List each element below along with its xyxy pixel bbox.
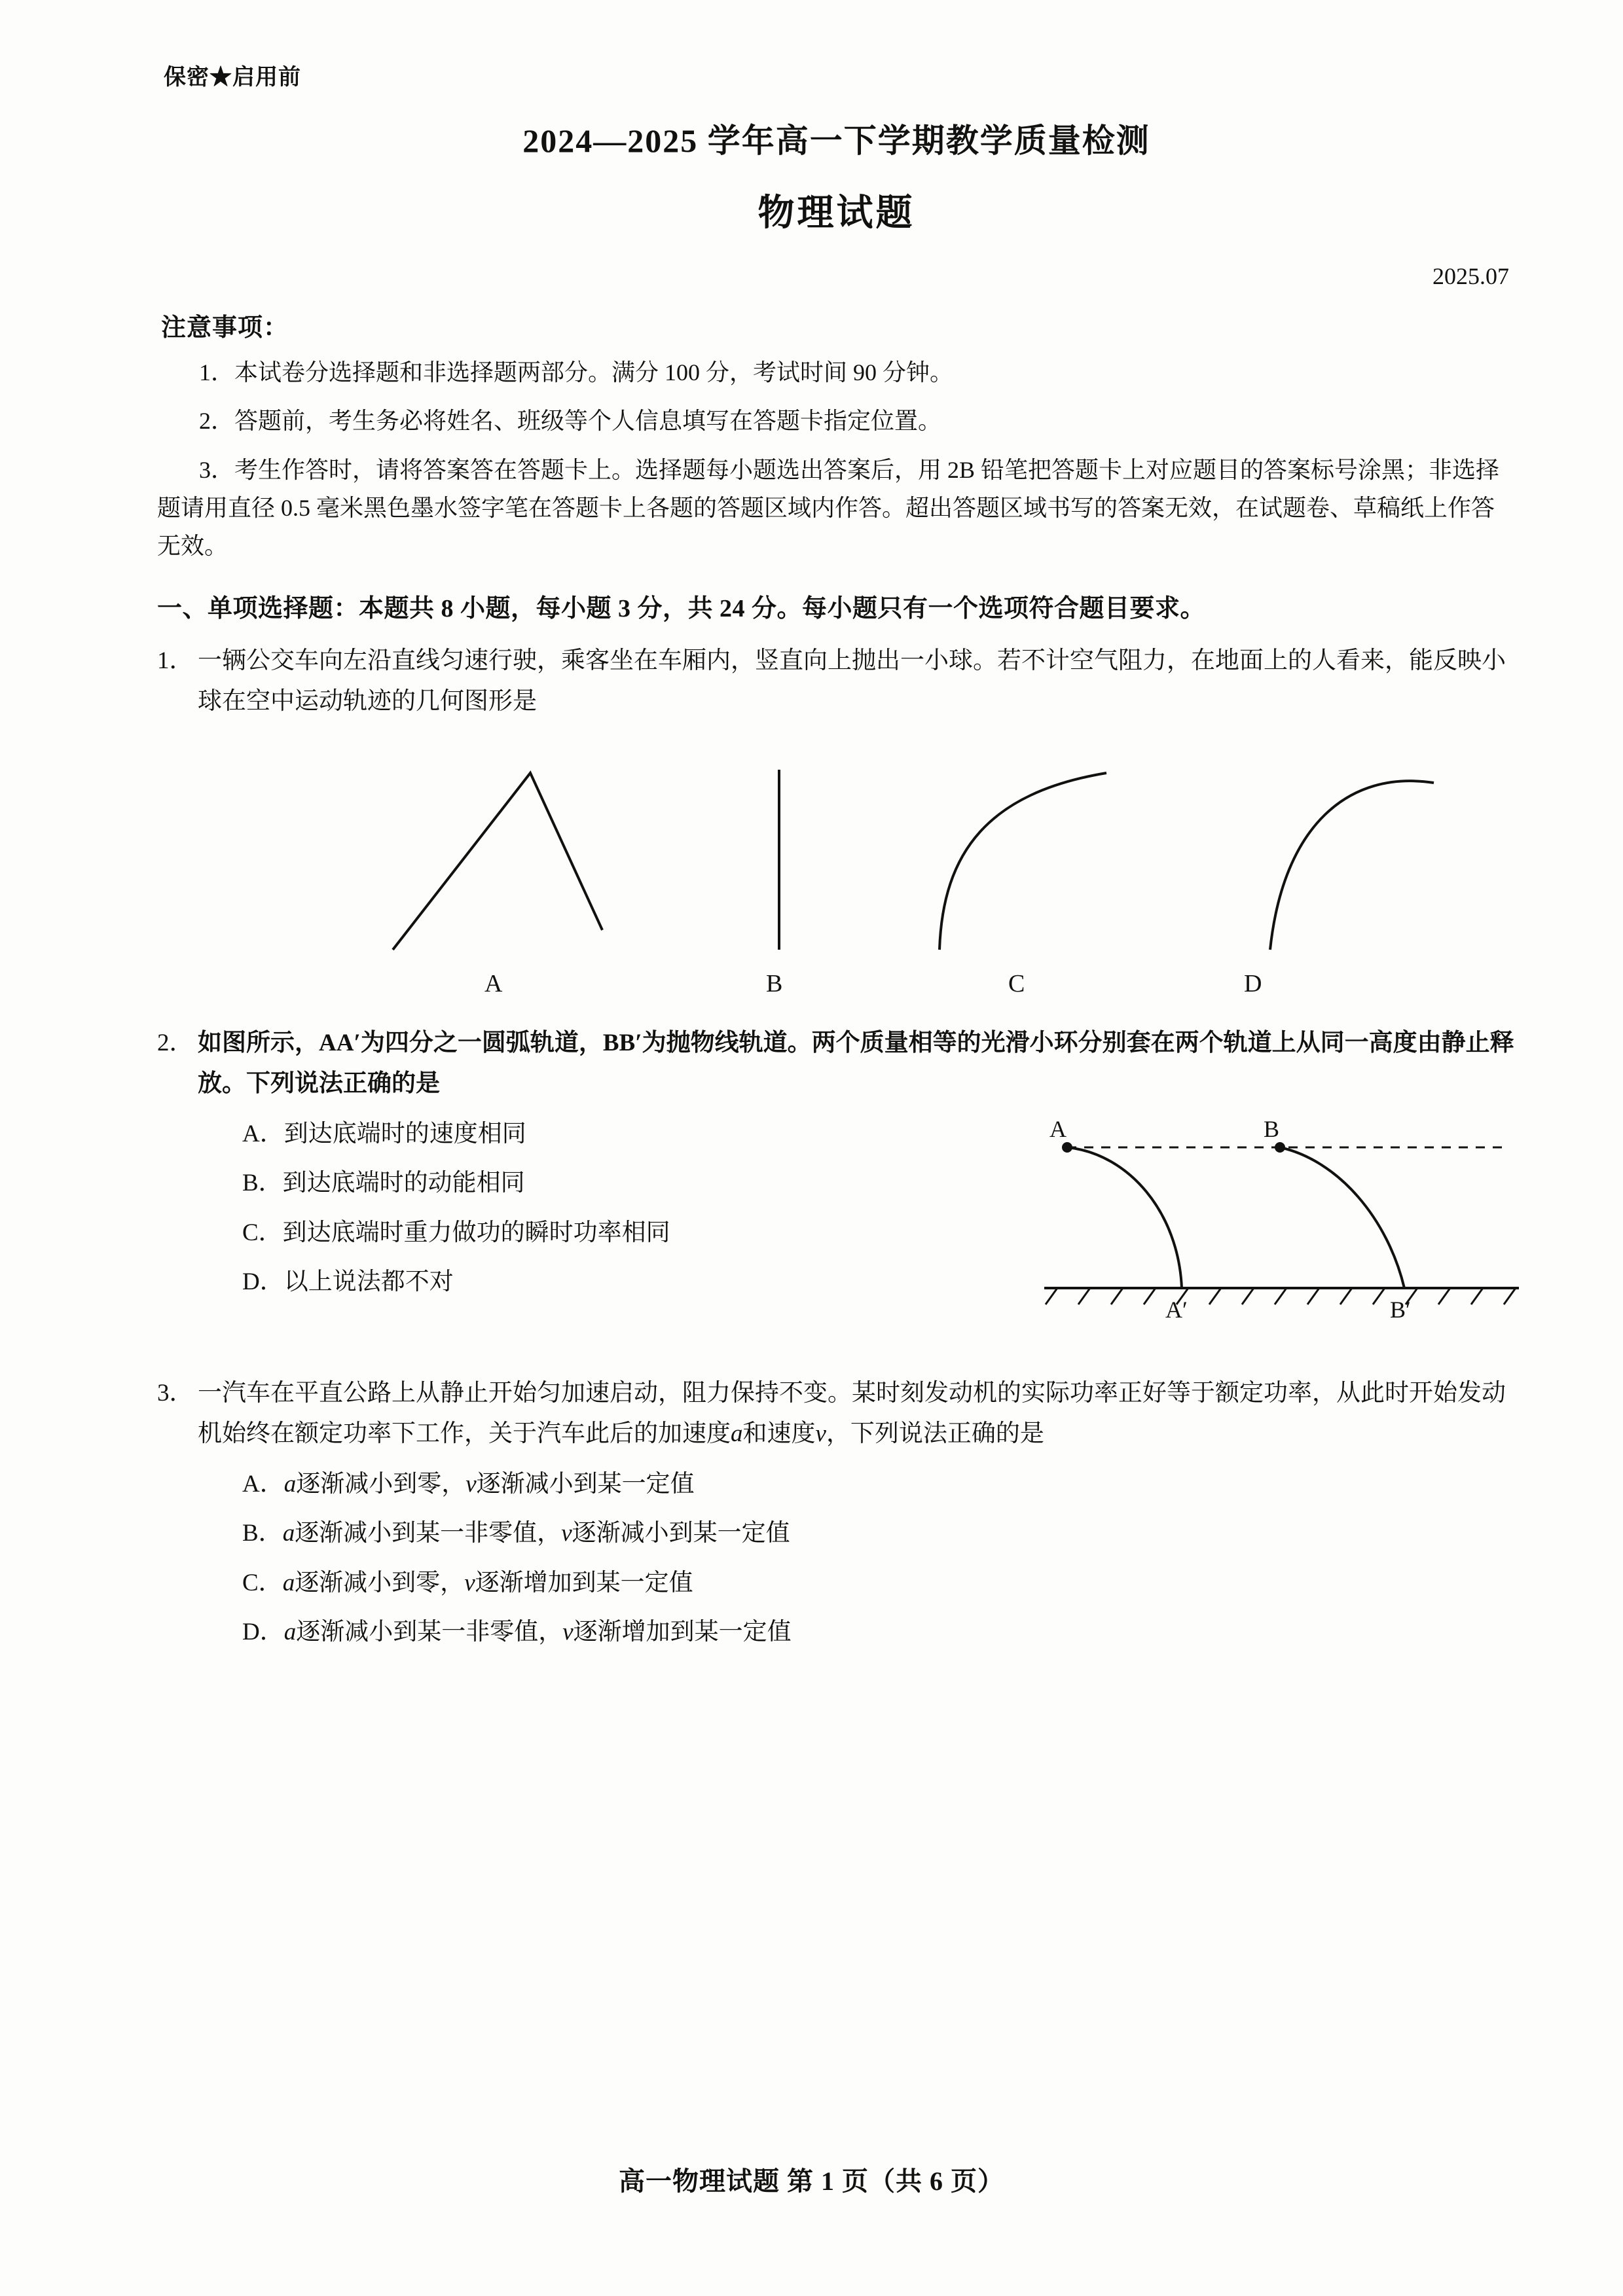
question-3-stem-part-1: 一汽车在平直公路上从静止开始匀加速启动，阻力保持不变。某时刻发动机的实际功率正好等于额定功率，从此时开始发动机始终在额定功率下工作，关于汽车此后的加速度 bbox=[198, 1379, 1506, 1448]
option-text: 逐渐增加到某一定值 bbox=[475, 1569, 693, 1596]
section-heading: 一、单项选择题：本题共 8 小题，每小题 3 分，共 24 分。每小题只有一个选项符合题目要求。 bbox=[157, 594, 1206, 622]
question-number: 1． bbox=[157, 647, 194, 674]
question-3-option-d bbox=[242, 1613, 1516, 1651]
symbol-v: v bbox=[815, 1420, 826, 1448]
page-content bbox=[157, 59, 1516, 1651]
question-2-option-b: B．到达底端时的动能相同 bbox=[242, 1170, 525, 1197]
question-2-option-c: C．到达底端时重力做功的瞬时功率相同 bbox=[242, 1219, 670, 1246]
question-2-figure bbox=[1031, 1121, 1529, 1337]
figure-label-a: A bbox=[1049, 1121, 1067, 1142]
option-text: 逐渐减小到零， bbox=[296, 1471, 466, 1498]
question-number: 3． bbox=[157, 1379, 194, 1407]
symbol-a: a bbox=[282, 1569, 295, 1596]
symbol-a: a bbox=[731, 1420, 743, 1448]
question-3-stem-part-2: 和速度 bbox=[742, 1420, 816, 1448]
question-3 bbox=[157, 1373, 1516, 1651]
option-text: 逐渐减小到某一定值 bbox=[572, 1520, 790, 1547]
symbol-v: v bbox=[464, 1569, 475, 1596]
exam-date: 2025.07 bbox=[1432, 263, 1509, 289]
symbol-a: a bbox=[282, 1520, 295, 1547]
option-label: C． bbox=[242, 1569, 283, 1596]
figure-label-a-prime: A′ bbox=[1165, 1296, 1188, 1323]
symbol-v: v bbox=[562, 1618, 574, 1645]
question-3-option-a bbox=[242, 1465, 1516, 1503]
symbol-v: v bbox=[561, 1520, 572, 1547]
arc-parabola-diagram bbox=[1031, 1121, 1529, 1337]
question-3-stem-part-3: ，下列说法正确的是 bbox=[826, 1420, 1044, 1448]
option-text: 逐渐增加到某一定值 bbox=[573, 1618, 792, 1645]
question-1-figure-labels bbox=[196, 969, 1516, 1006]
figure-option-label-d: D bbox=[1244, 969, 1262, 997]
secret-notice: 保密★启用前 bbox=[164, 65, 301, 90]
option-text: 逐渐减小到某一定值 bbox=[476, 1471, 695, 1498]
option-text: 逐渐减小到某一非零值， bbox=[296, 1618, 563, 1645]
question-2-option-a: A．到达底端时的速度相同 bbox=[242, 1121, 526, 1148]
page-title: 2024—2025 学年高一下学期教学质量检测 bbox=[522, 122, 1150, 159]
question-number: 2． bbox=[157, 1029, 194, 1056]
question-stem: 一辆公交车向左沿直线匀速行驶，乘客坐在车厢内，竖直向上抛出一小球。若不计空气阻力，在地面上的人看来，能反映小球在空中运动轨迹的几何图形是 bbox=[198, 647, 1506, 715]
question-2-option-d: D．以上说法都不对 bbox=[242, 1268, 454, 1295]
option-text: 逐渐减小到某一非零值， bbox=[295, 1520, 562, 1547]
question-3-option-b bbox=[242, 1514, 1516, 1552]
notice-heading: 注意事项： bbox=[161, 314, 289, 342]
figure-option-label-c: C bbox=[1008, 969, 1025, 997]
subject-title: 物理试题 bbox=[757, 193, 915, 234]
page-footer: 高一物理试题 第 1 页（共 6 页） bbox=[619, 2166, 1004, 2196]
question-3-option-c bbox=[242, 1564, 1516, 1602]
question-2 bbox=[157, 1023, 1516, 1323]
question-1-figure bbox=[196, 734, 1516, 969]
option-label: D． bbox=[242, 1618, 284, 1645]
option-label: B． bbox=[242, 1520, 283, 1547]
figure-label-b-prime: B′ bbox=[1390, 1296, 1411, 1323]
notice-item: 1．本试卷分选择题和非选择题两部分。满分 100 分，考试时间 90 分钟。 bbox=[199, 359, 954, 386]
figure-option-label-b: B bbox=[766, 969, 783, 997]
option-label: A． bbox=[242, 1471, 284, 1498]
figure-option-label-a: A bbox=[484, 969, 503, 997]
question-1 bbox=[157, 641, 1516, 722]
symbol-v: v bbox=[465, 1471, 477, 1498]
question-stem bbox=[198, 1373, 1516, 1454]
trajectory-diagram bbox=[196, 734, 1440, 969]
symbol-a: a bbox=[283, 1471, 297, 1498]
notice-item: 2．答题前，考生务必将姓名、班级等个人信息填写在答题卡指定位置。 bbox=[199, 408, 942, 435]
figure-label-b: B bbox=[1264, 1121, 1280, 1142]
option-text: 逐渐减小到零， bbox=[295, 1569, 465, 1596]
question-stem: 如图所示，AA′为四分之一圆弧轨道，BB′为抛物线轨道。两个质量相等的光滑小环分别套在两个轨道上从同一高度由静止释放。下列说法正确的是 bbox=[198, 1029, 1514, 1098]
symbol-a: a bbox=[283, 1618, 297, 1645]
notice-item: 3．考生作答时，请将答案答在答题卡上。选择题每小题选出答案后，用 2B 铅笔把答题卡上对应题目的答案标号涂黑；非选择题请用直径 0.5 毫米黑色墨水签字笔在答题卡上各题的答题区域内作答。超出答题区域书写的答案无效，在试题卷、草稿纸上作答无效。 bbox=[157, 456, 1500, 560]
